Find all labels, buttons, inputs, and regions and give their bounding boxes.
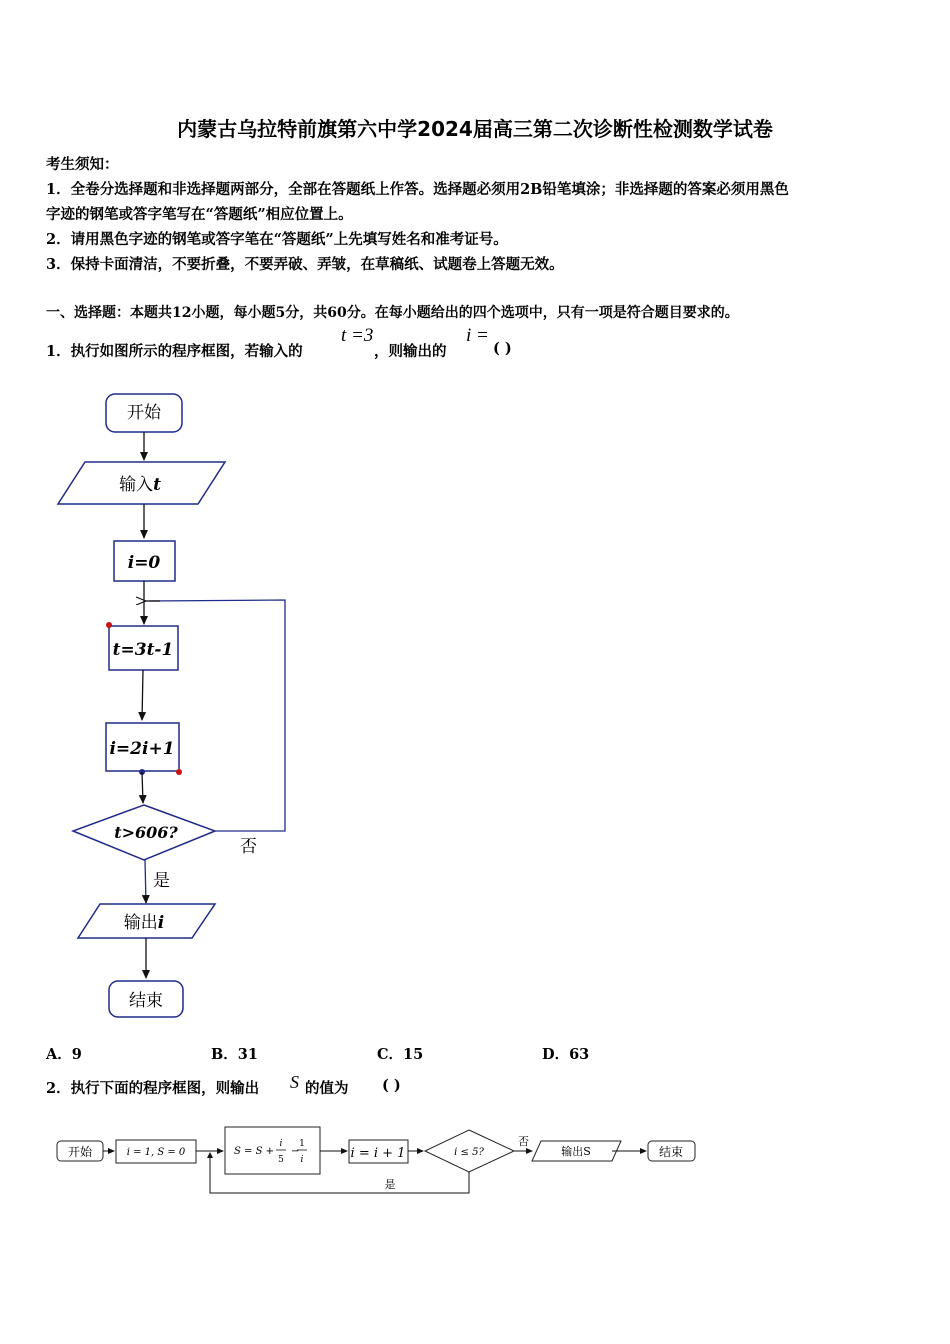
q1-start-label: 开始 <box>127 403 161 423</box>
q2-frac2-den: i <box>300 1155 304 1165</box>
q1-option-b: B．31 <box>211 1046 258 1063</box>
q2-stem-suffix: 的值为 <box>305 1080 349 1097</box>
q2-minus: − <box>291 1146 300 1157</box>
q1-step1-label: t=3t-1 <box>112 640 174 660</box>
q2-end-label: 结束 <box>658 1145 684 1159</box>
q1-arrow-5 <box>142 772 143 803</box>
exam-title: 内蒙古乌拉特前旗第六中学2024届高三第二次诊断性检测数学试卷 <box>177 117 773 141</box>
q1-option-c: C．15 <box>377 1046 424 1063</box>
q2-frac1-num: i <box>279 1139 283 1149</box>
notice-item-1b: 字迹的钢笔或答字笔写在“答题纸”相应位置上。 <box>46 206 353 223</box>
notice-heading: 考生须知： <box>46 156 119 173</box>
q1-no-label: 否 <box>240 837 257 857</box>
q1-output-label <box>124 913 164 933</box>
q2-answer-paren: ( ) <box>382 1077 401 1094</box>
q1-input-var: t <box>153 475 161 495</box>
q1-step2-label: i=2i+1 <box>109 739 175 759</box>
q1-init-label: i=0 <box>127 553 161 573</box>
notice-item-3: 3．保持卡面清洁，不要折叠，不要弄破、弄皱，在草稿纸、试题卷上答题无效。 <box>46 256 564 273</box>
q1-flowchart <box>0 380 320 1040</box>
q2-cond-label: i ≤ 5? <box>454 1147 484 1158</box>
q1-input-text: 输入 <box>119 475 154 495</box>
q1-arrow-4 <box>142 670 143 720</box>
notice-item-1a: 1．全卷分选择题和非选择题两部分，全部在答题纸上作答。选择题必须用2B铅笔填涂；非选择题的答案必须用黑色 <box>46 181 789 198</box>
q1-step2-dot-red <box>176 769 182 775</box>
q1-yes-label: 是 <box>153 871 170 891</box>
q1-answer-paren: ( ) <box>493 340 512 357</box>
q1-math-t: t =3 <box>341 325 374 346</box>
q1-stem-prefix: 1．执行如图所示的程序框图，若输入的 <box>46 343 303 360</box>
q2-flowchart <box>0 1120 720 1200</box>
q2-incr-label: i = i + 1 <box>350 1146 406 1161</box>
q1-output-var: i <box>157 913 165 933</box>
q1-option-a: A．9 <box>46 1046 82 1063</box>
q2-no-label: 否 <box>518 1135 529 1148</box>
q1-step1-dot <box>106 622 112 628</box>
q2-start-label: 开始 <box>67 1145 93 1159</box>
q2-math-s: S <box>290 1072 299 1092</box>
q2-frac1-den: 5 <box>278 1155 284 1165</box>
q2-loop-arrowhead <box>207 1152 213 1158</box>
q1-math-i: i = <box>466 325 489 346</box>
q1-output-text: 输出 <box>123 913 158 933</box>
q1-stem-middle: ，则输出的 <box>374 343 447 360</box>
q1-cond-label: t>606? <box>114 823 178 842</box>
notice-item-2: 2．请用黑色字迹的钢笔或答字笔在“答题纸”上先填写姓名和准考证号。 <box>46 231 508 248</box>
q2-update-lhs: S = S + <box>234 1146 274 1157</box>
q2-stem-prefix: 2．执行下面的程序框图，则输出 <box>46 1080 260 1097</box>
section-heading: 一、选择题：本题共12小题，每小题5分，共60分。在每小题给出的四个选项中，只有一项是符合题目要求的。 <box>46 305 739 321</box>
q2-yes-label: 是 <box>384 1178 396 1191</box>
q1-end-label: 结束 <box>129 991 163 1011</box>
q1-input-label <box>119 475 161 495</box>
q2-init-label: i = 1, S = 0 <box>126 1147 186 1158</box>
q2-frac2-num: 1 <box>299 1139 305 1149</box>
q2-output-label: 输出S <box>561 1145 591 1158</box>
q1-option-d: D．63 <box>542 1046 590 1063</box>
q1-arrow-6 <box>145 860 146 903</box>
